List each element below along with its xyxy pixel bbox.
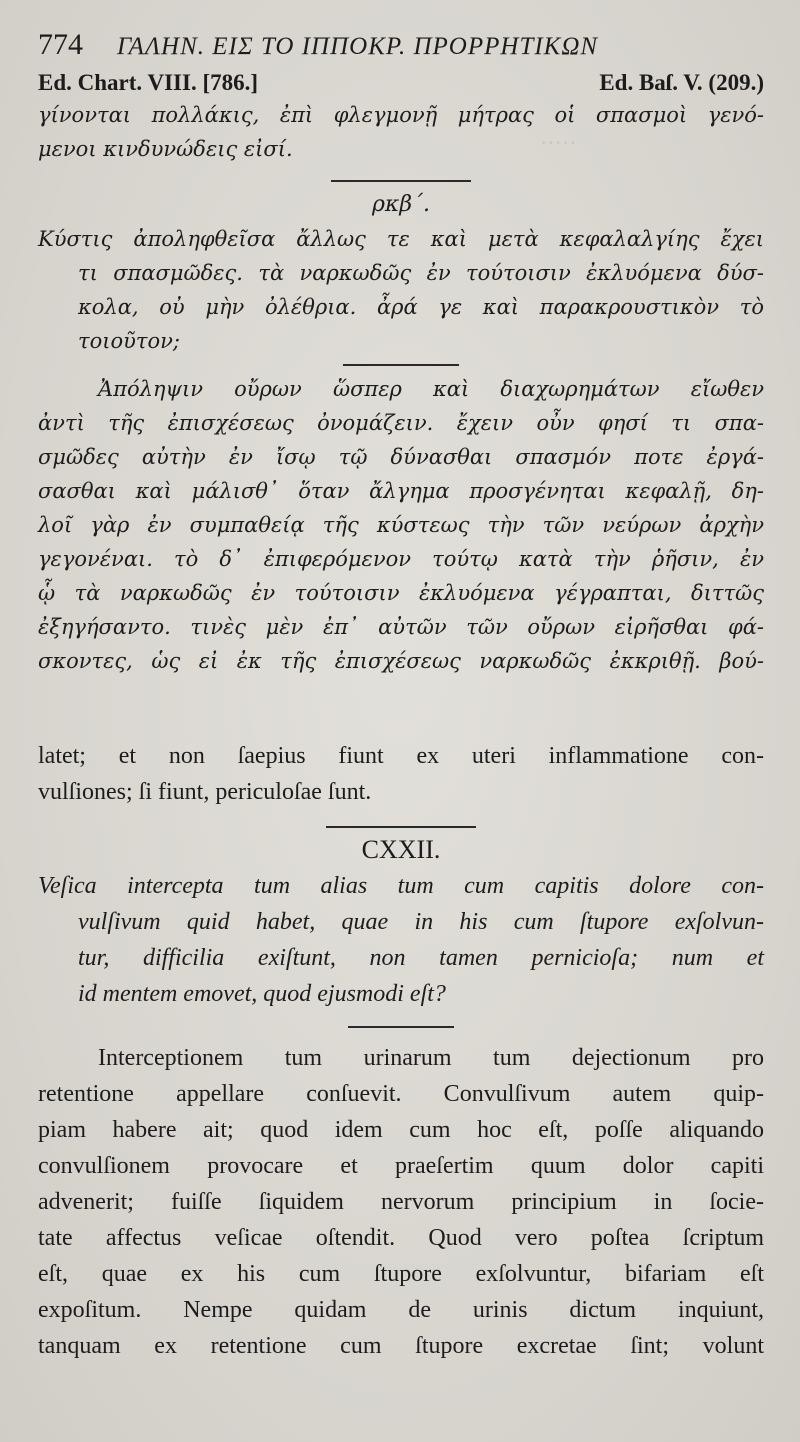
section-divider	[348, 1026, 454, 1028]
text-line: id mentem emovet, quod ejusmodi eſt?	[78, 981, 446, 1007]
bleed-through-texture: ·····	[540, 130, 577, 155]
greek-commentary	[38, 372, 764, 678]
text-line: Interceptionem tum urinarum tum dejectionum pro	[98, 1045, 764, 1071]
greek-text	[38, 98, 764, 678]
text-line: τι σπασμῶδες. τὰ ναρκωδῶς ἐν τούτοισιν ἐκλυόμενα δύσ-	[78, 261, 764, 285]
text-line: μενοι κινδυνώδεις εἰσί.	[38, 137, 293, 161]
text-line: convulſionem provocare et praeſertim quum dolor capiti	[38, 1153, 764, 1179]
text-line: vulſiones; ſi fiunt, periculoſae ſunt.	[38, 779, 372, 805]
text-line: τοιοῦτον;	[78, 329, 181, 353]
edition-basel: Ed. Baſ. V. (209.)	[599, 70, 764, 95]
text-line: Κύστις ἀποληφθεῖσα ἄλλως τε καὶ μετὰ κεφαλαλγίης ἔχει	[38, 227, 764, 251]
text-line: σμῶδες αὐτὴν ἐν ἴσῳ τῷ δύνασθαι σπασμόν ποτε ἐργά-	[38, 445, 764, 469]
text-line: tate affectus veſicae oſtendit. Quod vero poſtea ſcriptum	[38, 1225, 764, 1251]
text-line: Veſica intercepta tum alias tum cum capitis dolore con-	[38, 873, 764, 899]
latin-intro	[38, 738, 764, 810]
text-line: γεγονέναι. τὸ δ᾽ ἐπιφερόμενον τούτῳ κατὰ τὴν ῥῆσιν, ἐν	[38, 547, 764, 571]
section-divider	[331, 180, 471, 182]
text-line: κολα, οὐ μὴν ὀλέθρια. ἆρά γε καὶ παρακρουστικὸν τὸ	[78, 295, 764, 319]
text-line: retentione appellare conſuevit. Convulſivum autem quip-	[38, 1081, 764, 1107]
text-line: σκοντες, ὡς εἰ ἐκ τῆς ἐπισχέσεως ναρκωδῶς ἐκκριθῇ. βού-	[38, 649, 764, 673]
text-line: advenerit; fuiſſe ſiquidem nervorum principium in ſocie-	[38, 1189, 764, 1215]
text-line: eſt, quae ex his cum ſtupore exſolvuntur, bifariam eſt	[38, 1261, 764, 1287]
text-line: Ἀπόληψιν οὔρων ὥσπερ καὶ διαχωρημάτων εἴωθεν	[98, 377, 764, 401]
text-line: vulſivum quid habet, quae in his cum ſtupore exſolvun-	[78, 909, 764, 935]
text-line: tanquam ex retentione cum ſtupore excretae ſint; volunt	[38, 1333, 764, 1359]
text-line: piam habere ait; quod idem cum hoc eſt, poſſe aliquando	[38, 1117, 764, 1143]
running-title: ΓΑΛΗΝ. ΕΙΣ ΤΟ ΙΠΠΟΚΡ. ΠΡΟΡΡΗΤΙΚΩΝ	[117, 33, 599, 60]
text-line: σασθαι καὶ μάλισθ᾽ ὅταν ἄλγημα προσγένηται κεφαλῇ, δη-	[38, 479, 764, 503]
latin-section-number: CXXII.	[361, 835, 441, 864]
text-line: ἐξηγήσαντο. τινὲς μὲν ἐπ᾽ αὐτῶν τῶν οὔρων εἰρῆσθαι φά-	[38, 615, 764, 639]
text-line: ᾧ τὰ ναρκωδῶς ἐν τούτοισιν ἐκλυόμενα γέγραπται, διττῶς	[38, 581, 764, 605]
edition-chartier: Ed. Chart. VIII. [786.]	[38, 70, 259, 95]
section-divider	[343, 364, 459, 366]
text-line: γίνονται πολλάκις, ἐπὶ φλεγμονῇ μήτρας οἱ σπασμοὶ γενό-	[38, 103, 764, 127]
text-line: ἀντὶ τῆς ἐπισχέσεως ὀνομάζειν. ἔχειν οὖν φησί τι σπα-	[38, 411, 764, 435]
text-line: latet; et non ſaepius fiunt ex uteri inflammatione con-	[38, 743, 764, 769]
text-line: λοῖ γὰρ ἐν συμπαθείᾳ τῆς κύστεως τὴν τῶν νεύρων ἀρχὴν	[38, 513, 764, 537]
text-line: tur, difficilia exiſtunt, non tamen pernicioſa; num et	[78, 945, 764, 971]
section-divider	[326, 826, 476, 828]
edition-references	[38, 70, 764, 98]
greek-section-number: ρκβ΄.	[371, 192, 431, 217]
greek-intro	[38, 98, 764, 166]
text-line: expoſitum. Nempe quidam de urinis dictum inquiunt,	[38, 1297, 764, 1323]
greek-aphorism	[38, 222, 764, 358]
page-header	[38, 28, 764, 66]
latin-commentary	[38, 1040, 764, 1364]
latin-text	[38, 738, 764, 1364]
page-number: 774	[38, 28, 83, 61]
latin-aphorism	[38, 868, 764, 1012]
